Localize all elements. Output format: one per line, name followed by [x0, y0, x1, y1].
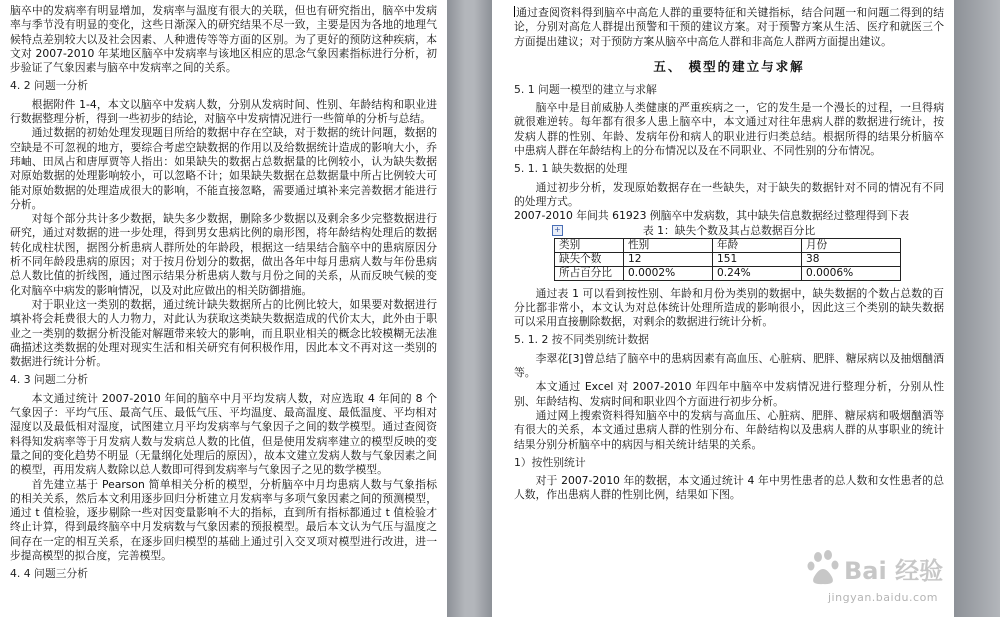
paragraph-by-gender: 对于 2007-2010 年的数据，本文通过统计 4 年中男性患者的总人数和女性患者的总人数，作出患病人群的性别比例，结果如下图。 — [514, 474, 944, 502]
table-cell[interactable]: 性别 — [624, 238, 713, 252]
watermark-logo-text: Bai 经验 — [844, 557, 944, 585]
table-cell[interactable]: 0.24% — [713, 266, 802, 280]
table-cell[interactable]: 年龄 — [713, 238, 802, 252]
heading-5-1-2: 5. 1. 2 按不同类别统计数据 — [514, 333, 649, 347]
paragraph-4-3-b: 首先建立基于 Pearson 简单相关分析的模型，分析脑卒中月均患病人数与气象指标的相关关系，然后本文利用逐步回归分析建立月发病率与多项气象因素之间的预测模型，通过 t 值检验，逐步剔除一些对因变量影响不大的指标，直到所有指标都通过 t 值检验才终止计算，得到最终脑卒中月发病数与气象因素的预报模型。最后本文认为气压与温度之间存在一定的相互关系，在逐步回归模型的基础上通过引入交叉项对模型进行改进，进一步提高模型的拟合度，完善模型。 — [10, 477, 437, 562]
table-header-row — [555, 238, 901, 252]
table-cell[interactable]: 月份 — [802, 238, 901, 252]
table-cell[interactable]: 所占百分比 — [555, 266, 624, 280]
heading-4-4: 4. 4 问题三分析 — [10, 567, 89, 581]
paragraph-5-1-1-a: 通过初步分析，发现原始数据存在一些缺失，对于缺失的数据针对不同的情况有不同的处理方式。 — [514, 180, 944, 208]
paragraph-4-4-content — [514, 6, 944, 49]
document-page-right[interactable] — [492, 0, 954, 617]
paragraph-5-1-2-a: 李翠花[3]曾总结了脑卒中的患病因素有高血压、心脏病、肥胖、糖尿病以及抽烟酗酒等。 — [514, 351, 944, 380]
table-cell[interactable]: 类别 — [555, 238, 624, 252]
paragraph-4-3-a: 本文通过统计 2007-2010 年间的脑卒中月平均发病人数，对应选取 4 年间的 8 个气象因子：平均气压、最高气压、最低气压、平均温度、最高温度、最低温度、平均相对湿度以及最低相对湿度，试图建立月平均发病率与气象因子之间的数学模型。通过查阅资料得知发病率等于月发病人数与发病总人数的比值，但是使用发病率建立的模型反映的变量之间的变化趋势不明显（无量纲化处理后的原因），故本文建立发病人数与气象因素之间的模型，再用发病人数除以总人数即可得到发病率与气象因子之见的数学模型。 — [10, 391, 437, 477]
table-cell[interactable]: 12 — [624, 252, 713, 266]
table-caption — [514, 224, 944, 238]
heading-by-gender: 1）按性别统计 — [514, 455, 586, 469]
baidu-jingyan-watermark — [800, 547, 950, 609]
table-cell[interactable]: 151 — [713, 252, 802, 266]
heading-4-3: 4. 3 问题二分析 — [10, 373, 89, 387]
paragraph-5-1: 脑卒中是目前威胁人类健康的严重疾病之一，它的发生是一个漫长的过程，一旦得病就很难逆转。每年都有很多人患上脑卒中，本文通过对往年患病人群的数据进行统计，按发病人群的性别、年龄、发病年份和病人的职业进行归类总结。根据所得的结果分析脑卒中患病人群在年龄结构上的分布情况以及在不同职业、不同性别的分布情况。 — [514, 101, 944, 158]
table-row — [555, 266, 901, 280]
missing-data-table[interactable] — [554, 238, 901, 281]
heading-5-1: 5. 1 问题一模型的建立与求解 — [514, 82, 657, 96]
paragraph-4-2-d: 对于职业这一类别的数据，通过统计缺失数据所占的比例比较大，如果要对数据进行填补将会耗费很大的人力物力，对此认为获取这类缺失数据造成的代价太大，此外由于职业之一类别的数据分析没能对解题带来较大的影响，而且职业相关的概念比较模糊无法准确描述这类数据的处理对现实生活和相关研究有何积极作用，因此本文不再对这一类别的数据进行统计分析。 — [10, 297, 437, 369]
paragraph-5-1-2-b: 本文通过 Excel 对 2007-2010 年四年中脑卒中发病情况进行整理分析，分别从性别、年龄结构、发病时间和职业四个方面进行初步分析。 — [514, 380, 944, 408]
paragraph-5-1-1-b: 2007-2010 年间共 61923 例脑卒中发病数，其中缺失信息数据经过整理得到下表 — [514, 209, 910, 223]
window-background — [954, 0, 1000, 617]
paragraph-intro-end: 脑卒中的发病率有明显增加，发病率与温度有很大的关联，但也有研究指出，脑卒中发病率与季节没有明显的变化，这些日渐深入的研究结果不尽一致，主要是因为各地的地理气候特点差别较大以及社会因素、人种遗传等等方面的区别。为了更好的预防这种疾病，本文对 2007-2010 年某地区脑卒中发病率与该地区相应的思念气象因素指标进行分析，初步验证了气象因素与脑卒中发病率之间的关系。 — [10, 4, 437, 75]
page-gutter — [447, 0, 492, 617]
paragraph-5-1-1-c: 通过表 1 可以看到按性别、年龄和月份为类别的数据中，缺失数据的个数占总数的百分比都非常小，本文认为对总体统计处理所造成的影响很小，因此这三个类别的缺失数据可以采用直接删除数据，对剩余的数据进行统计分析。 — [514, 286, 944, 329]
heading-5-1-1: 5. 1. 1 缺失数据的处理 — [514, 162, 628, 176]
text-cursor — [514, 6, 515, 17]
baidu-paw-logo-icon — [800, 547, 950, 591]
paragraph-4-2-b: 通过数据的初始处理发现题目所给的数据中存在空缺，对于数据的统计问题，数据的空缺是不可忽视的地方，要综合考虑空缺数据的作用以及给数据统计造成的影响大小，乔玮岫、田凤占和唐厚贾等人指出：如果缺失的数据占总数据量的比例较小，认为缺失数据对原始数据的处理影响较小，可以忽略不计；如果缺失数据在总数据量中所占比例较大可能对原始数据的处理造成很大的影响，不能直接忽略，需要通过填补来完善数据才能进行分析。 — [10, 126, 437, 211]
table-move-handle-icon[interactable]: + — [552, 225, 563, 236]
table-row — [555, 252, 901, 266]
heading-4-2: 4. 2 问题一分析 — [10, 79, 89, 93]
paragraph-4-2-c: 对每个部分共计多少数据，缺失多少数据，删除多少数据以及剩余多少完整数据进行研究，通过对数据的进一步处理，得到男女患病比例的扇形图，将年龄结构处理后的数据转化成柱状图，据图分析患病人群所处的年龄段，根据这一结果结合脑卒中的患病原因分析不同年龄段患病的原因；对于按月份划分的数据，做出各年中每月患病人数与年份患病总人数比值的折线图，通过图示结果分析患病人数与月份之间的关系，从而反映气候的变化对脑卒中病发的影响情况，以及对此应做出的相关防御措施。 — [10, 212, 437, 297]
table-cell[interactable]: 0.0006% — [802, 266, 901, 280]
document-page-left[interactable] — [0, 0, 447, 617]
table-cell[interactable]: 38 — [802, 252, 901, 266]
paragraph-4-4-text: 通过查阅资料得到脑卒中高危人群的重要特征和关键指标，结合问题一和问题二得到的结论，分别对高危人群提出预警和干预的建议方案。对于预警方案从生活、医疗和就医三个方面提出建议；对于预防方案从脑卒中高危人群和非高危人群两方面提出建议。 — [514, 6, 944, 48]
section-title-5: 五、 模型的建立与求解 — [653, 58, 805, 74]
paragraph-4-2-a: 根据附件 1-4，本文以脑卒中发病人数，分别从发病时间、性别、年龄结构和职业进行数据整理分析，得到一些初步的结论，对脑卒中发病情况进行一些简单的分析与总结。 — [10, 97, 437, 126]
table-cell[interactable]: 缺失个数 — [555, 252, 624, 266]
watermark-url: jingyan.baidu.com — [828, 591, 939, 604]
paragraph-5-1-2-c: 通过网上搜索资料得知脑卒中的发病与高血压、心脏病、肥胖、糖尿病和吸烟酗酒等有很大的关系，本文通过患病人群的性别分布、年龄结构以及患病人群的从事职业的统计结果分别分析脑卒中的病因与相关统计结果的关系。 — [514, 408, 944, 451]
table-caption-text: 表 1：缺失个数及其占总数据百分比 — [642, 223, 816, 237]
table-cell[interactable]: 0.0002% — [624, 266, 713, 280]
